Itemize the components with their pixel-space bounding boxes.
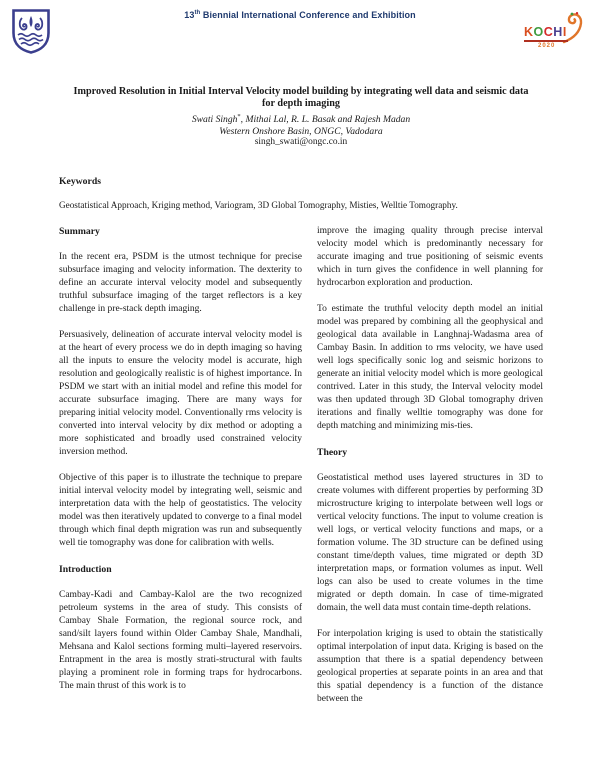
summary-paragraph-4: To estimate the truthful velocity depth model an initial model was prepared by combining all the geophysical and geological data available in Langhnaj-Wadasma area of Cambay Basin. In addition to rms velocity, we have used well logs specifically sonic log and seismic horizons to generate an initial velocity model which is more geological contrived. Later in this study, the Interval velocity model was then updated through 3D Global tomography driven iterations and finally welltie tomography was done for depth matching and minimizing mis-ties. (317, 303, 543, 431)
author-line (59, 111, 543, 126)
kochi-underline (524, 40, 568, 42)
summary-paragraph-3: Objective of this paper is to illustrate the technique to prepare initial interval velocity model by integrating well, seismic and interpretation data with the help of geostatistics. The velocity model was then iteratively updated to converge to a final model through which final depth migration was run and subsequently well tie tomography was done for calibration with wells. (59, 472, 302, 548)
kochi-letter-k: K (524, 25, 534, 39)
paper-title-line-1: Improved Resolution in Initial Interval Velocity model building by integrating well data and seismic data (73, 86, 529, 97)
theory-heading: Theory (317, 446, 348, 458)
summary-paragraph-2: Persuasively, delineation of accurate interval velocity model is at the heart of every process we do in depth imaging so having all the inputs to ensure the velocity model is accurate, high resolution and geologically realistic is of highest importance. In PSDM we start with an initial model and refine this model for accurate subsurface imaging. There are many ways for preparing initial velocity model. Conventionally rms velocity is converted into interval velocity by dix method or adopting a more sophisticated and broadly used constrained velocity inversion method. (59, 329, 302, 457)
conference-title-prefix: 13 (184, 10, 195, 20)
author-asterisk: * (237, 113, 241, 120)
theory-paragraph-2: For interpolation kriging is used to obtain the statistically optimal interpolation of input data. Kriging is based on the assumption that there is a spatial dependency between geological properties at separate points in an area and that this spatial dependency is a function of the distance between the (317, 628, 543, 704)
kochi-letter-i: I (562, 25, 567, 39)
kochi-letter-o: O (533, 25, 544, 39)
summary-paragraph-continued: improve the imaging quality through precise interval velocity model which is predominantly necessary for accurate imaging and true positioning of seismic events which in turn gives the confidence in well planning for hydrocarbon exploration and production. (317, 225, 543, 288)
shield-emblem-icon (11, 8, 51, 55)
right-column (317, 225, 543, 719)
paper-title-line-2: for depth imaging (262, 98, 340, 109)
keywords-text: Geostatistical Approach, Kriging method, Variogram, 3D Global Tomography, Misties, Welltie Tomography. (59, 199, 458, 210)
kochi-wordmark (524, 26, 567, 38)
introduction-heading: Introduction (59, 563, 112, 575)
keywords-heading: Keywords (59, 175, 101, 187)
left-column (59, 225, 302, 719)
two-column-body (59, 225, 543, 719)
affiliation-line: Western Onshore Basin, ONGC, Vadodara (219, 125, 383, 137)
kochi-letter-h: H (553, 25, 563, 39)
summary-heading: Summary (59, 225, 100, 237)
introduction-paragraph-1: Cambay-Kadi and Cambay-Kalol are the two recognized petroleum systems in the area of study. This consists of Cambay Shale Formation, the regional source rock, and sand/silt layers found within Older Cambay Shale, Mandhali, Mehsana and Kalol sections forming multi–layered reservoirs. Entrapment in the area is mostly strati-structural with faults playing a prominent role in forming traps for hydrocarbons. The main thrust of this work is to (59, 589, 302, 691)
title-block (59, 86, 543, 149)
lead-author: Swati Singh (191, 114, 238, 126)
kochi-year-label: 2020 (538, 43, 556, 49)
theory-paragraph-1: Geostatistical method uses layered structures in 3D to create volumes with different properties by performing 3D microstructure kriging to interpolate between well logs or vertical velocity functions. The input to volume creation is well logs, or vertical velocity functions and maps, or a formation volume. The 3D structure can be defined using constant time/depth values, time migrated or depth 3D interpretation maps, or formation volumes as input. Well logs can also be used to create volumes in the time migrated or depth domain. In case of time-migrated domain, the well data must contain time-depth relations. (317, 472, 543, 613)
society-shield-logo (11, 8, 51, 55)
kochi-event-logo (524, 10, 586, 54)
kochi-letter-c: C (543, 25, 554, 39)
coauthors: , Mithai Lal, R. L. Basak and Rajesh Madan (240, 114, 411, 126)
email-line: singh_swati@ongc.co.in (254, 137, 348, 148)
conference-title-text: Biennial International Conference and Exhibition (200, 10, 416, 20)
summary-paragraph-1: In the recent era, PSDM is the utmost technique for precise subsurface imaging and velocity information. The dexterity to define an accurate interval velocity model and subsequently truthful subsurface imaging of the target reflectors is a key challenge in pre-stack depth imaging. (59, 251, 302, 314)
conference-title-superscript: th (194, 10, 201, 16)
paper-page (59, 86, 543, 719)
conference-header (0, 10, 600, 20)
